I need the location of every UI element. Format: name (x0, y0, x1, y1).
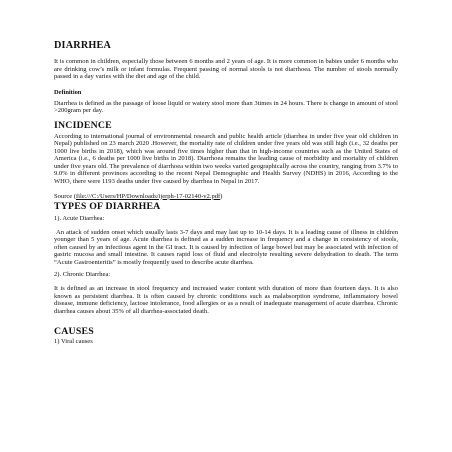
source-close: ) (220, 192, 223, 200)
definition-heading: Definition (54, 88, 82, 96)
source-link[interactable]: file:///C:/Users/HP/Downloads/ijerph-17-02140-v2.pdf (76, 192, 221, 200)
causes-list-item: 1) Viral causes (54, 338, 93, 346)
chronic-diarrhea-label: 2). Chronic Diarrhea: (54, 271, 111, 279)
acute-diarrhea-label: 1). Acute Diarrhea: (54, 214, 105, 222)
types-heading: TYPES OF DIARRHEA (54, 200, 161, 212)
acute-diarrhea-paragraph: An attack of sudden onset which usually lasts 3-7 days and may last up to 10-14 days. It is a leading cause of illness in children younger than 5 years of age. Acute diarrhea is defined as a sudden increase in frequency and a change in consistency of stools, often caused by an infectious agent in the GI tract. It is caused by infection of large bowel but may be associated with infection of gastric mucosa and small intestine. It causes rapid loss of fluid and electrolyte resulting severe dehydration to death. The term “Acute Gastroenteritis” is mostly frequently used to describe acute diarrhea. (54, 228, 398, 266)
causes-heading: CAUSES (54, 326, 94, 338)
source-label: Source ( (54, 192, 76, 200)
incidence-paragraph: According to international journal of environmental research and public health article (diarrhea in under five year old children in Nepal) published on 23 march 2020 .However, the mortality rate of children under five years old was still high (i.e., 32 deaths per 1000 live births in 2018), which was around five times higher than that in high-income countries such as the United States of America (i.e., 6 deaths per 1000 live births in 2018). Diarrhoea remains the leading cause of morbidity and mortality of children under five years old. The prevalence of diarrhoea within two weeks varied geographically across the country, ranging from 3.7% to 9.0% in different provinces according to the recent Nepal Demographic and Health Survey (NDHS) in 2016, According to the WHO, there were 1193 deaths under five caused by diarrhea in Nepal in 2017. (54, 132, 398, 186)
page-title: DIARRHEA (54, 40, 112, 51)
intro-paragraph: It is common in children, especially those between 6 months and 2 years of age. It is more common in babies under 6 months who are drinking cow’s milk or infant formulas. Frequent passing of normal stools is not diarrhoea. The number of stools normally passed in a day varies with the diet and age of the child. (54, 58, 398, 81)
chronic-diarrhea-paragraph: It is defined as an increase in stool frequency and increased water content with duration of more than fourteen days. It is also known as persistent diarrhea. It is often caused by chronic conditions such as malabsorption syndrome, inflammatory bowel disease, immune deficiency, lactose intolerance, food allergies or as a result of inadequate management of acute diarrhea. Chronic diarrhea causes about 35% of all diarrhea-associated death. (54, 285, 398, 315)
source-citation (54, 193, 398, 201)
incidence-heading: INCIDENCE (54, 119, 112, 131)
definition-paragraph: Diarrhea is defined as the passage of loose liquid or watery stool more than 3times in 24 hours. There is change in amount of stool >200gram per day. (54, 99, 398, 115)
